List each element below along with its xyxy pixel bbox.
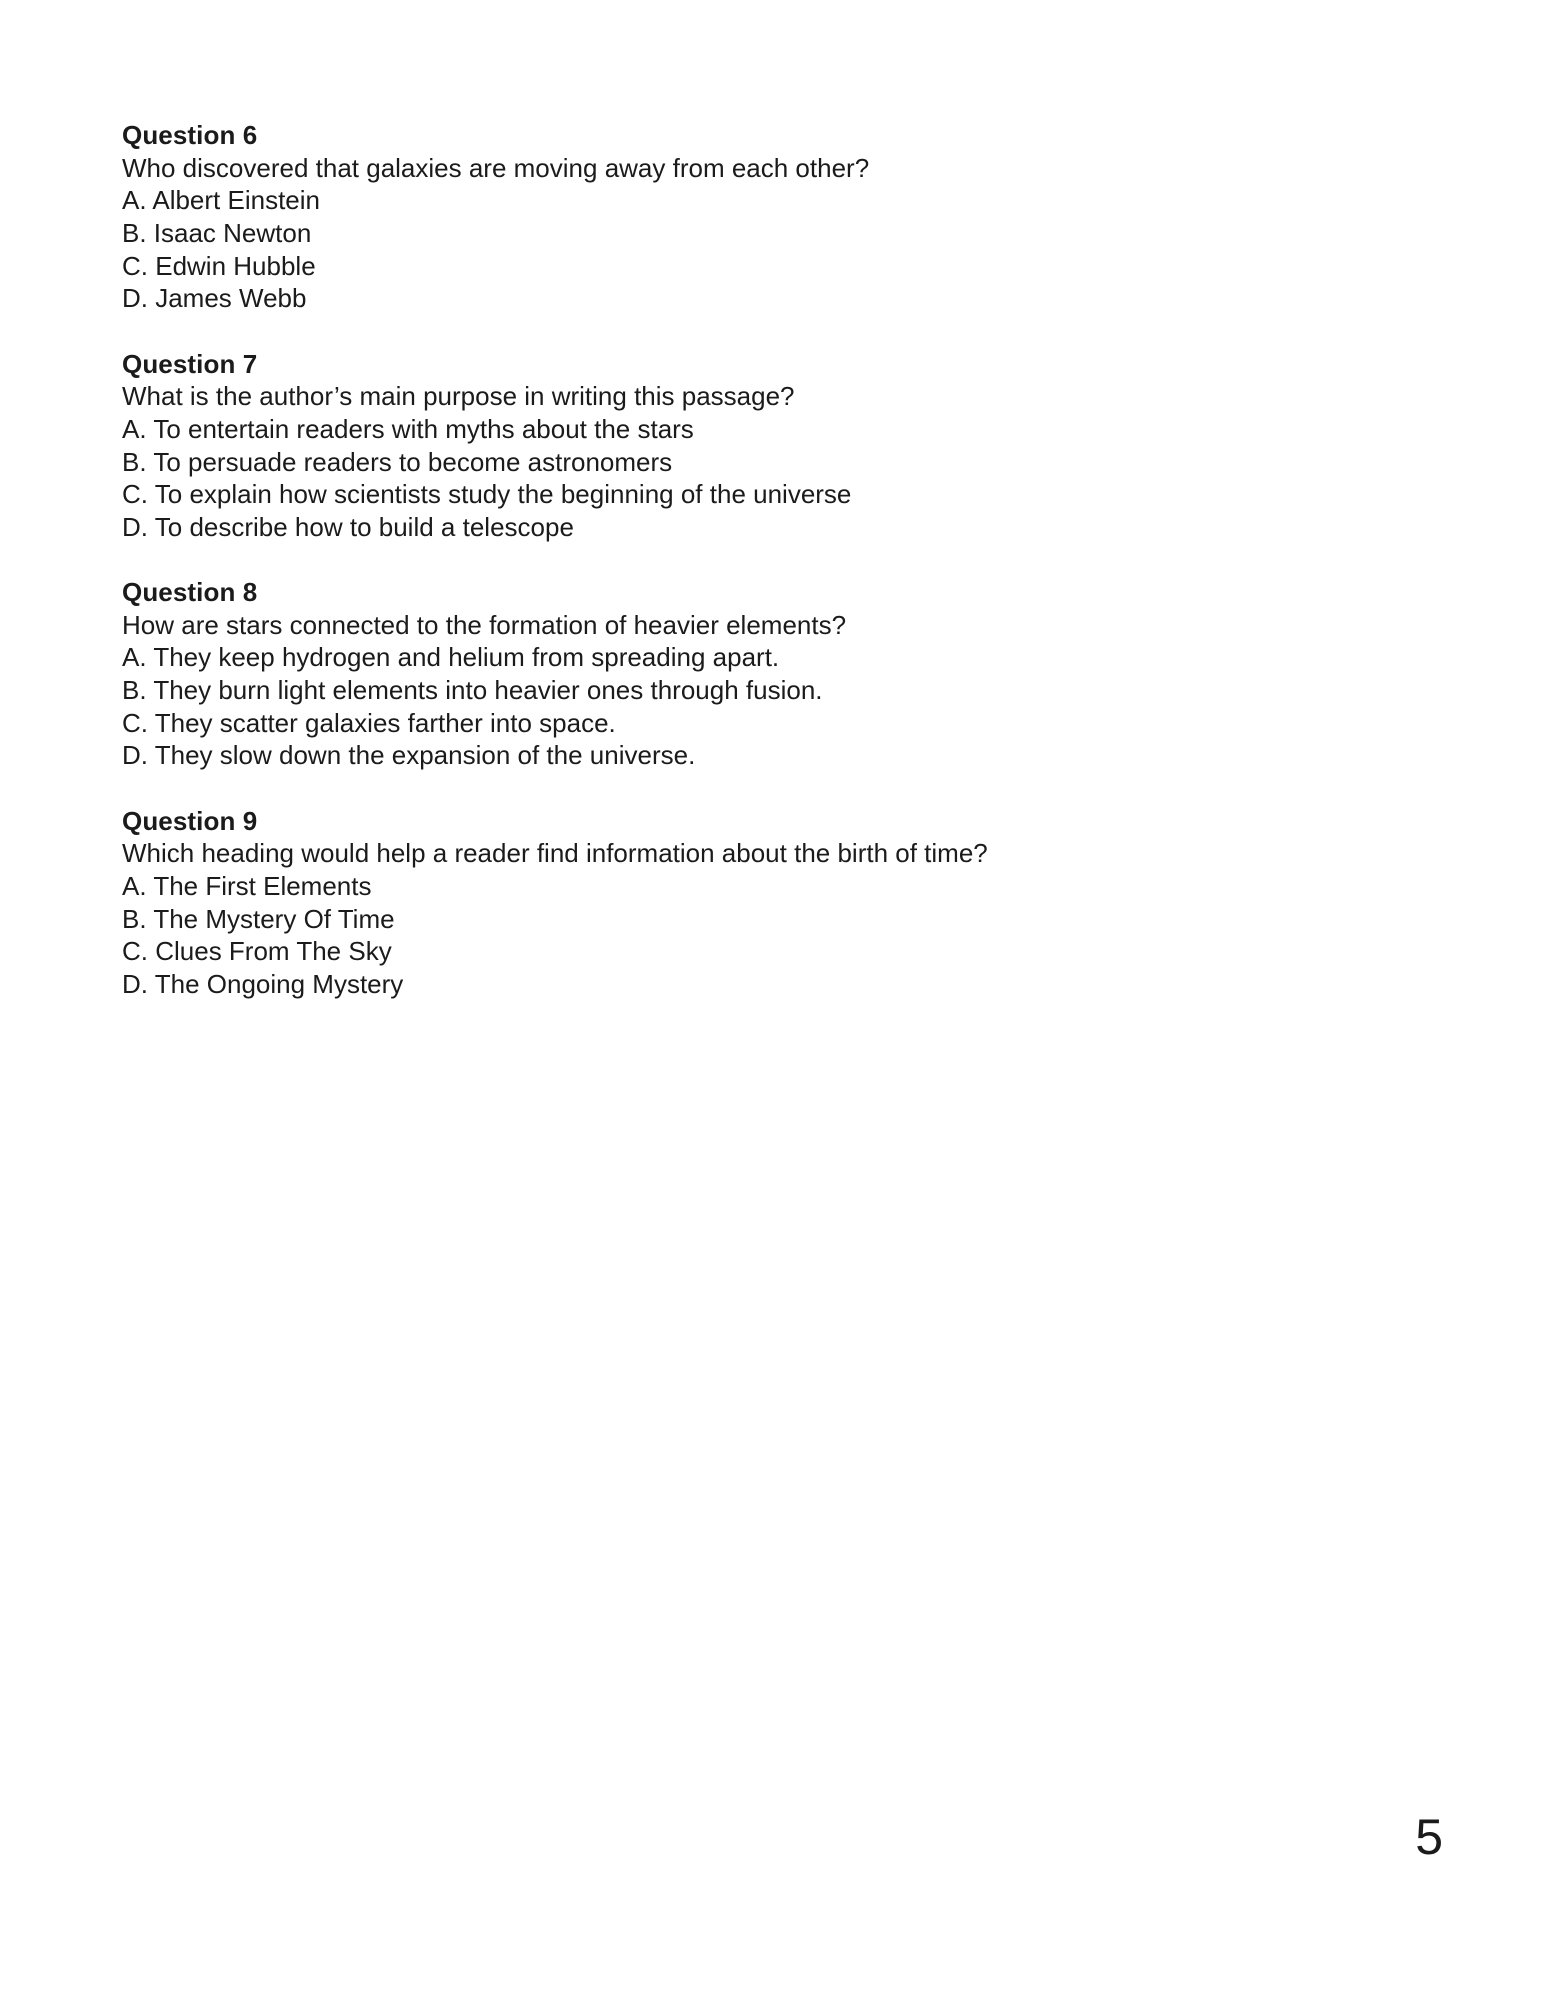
answer-option: D. James Webb	[122, 283, 307, 314]
questions-section	[122, 119, 1435, 1001]
answer-option: B. Isaac Newton	[122, 217, 312, 248]
answer-option: B. To persuade readers to become astronomers	[122, 446, 673, 477]
question-prompt: Which heading would help a reader find information about the birth of time?	[122, 838, 988, 869]
answer-option: C. They scatter galaxies farther into space.	[122, 707, 616, 738]
answer-option: A. They keep hydrogen and helium from spreading apart.	[122, 642, 780, 673]
question-label: Question 7	[122, 348, 258, 379]
answer-option: D. They slow down the expansion of the universe.	[122, 740, 696, 771]
question-block	[122, 348, 1435, 544]
answer-option: A. To entertain readers with myths about the stars	[122, 413, 694, 444]
answer-option: A. Albert Einstein	[122, 185, 320, 216]
question-block	[122, 576, 1435, 772]
answer-option: A. The First Elements	[122, 871, 372, 902]
question-prompt: What is the author’s main purpose in writing this passage?	[122, 381, 795, 412]
answer-option: D. To describe how to build a telescope	[122, 511, 574, 542]
question-label: Question 9	[122, 805, 258, 836]
answer-option: D. The Ongoing Mystery	[122, 969, 404, 1000]
question-prompt: Who discovered that galaxies are moving away from each other?	[122, 152, 870, 183]
page-number: 5	[1415, 1809, 1443, 1865]
question-prompt: How are stars connected to the formation of heavier elements?	[122, 609, 847, 640]
answer-option: B. The Mystery Of Time	[122, 903, 395, 934]
answer-option: C. Edwin Hubble	[122, 250, 316, 281]
question-label: Question 6	[122, 120, 258, 150]
answer-option: C. Clues From The Sky	[122, 936, 392, 967]
question-label: Question 8	[122, 577, 258, 608]
answer-option: B. They burn light elements into heavier ones through fusion.	[122, 675, 823, 706]
answer-option: C. To explain how scientists study the beginning of the universe	[122, 479, 852, 510]
question-block	[122, 805, 1435, 1001]
question-block	[122, 119, 1435, 315]
